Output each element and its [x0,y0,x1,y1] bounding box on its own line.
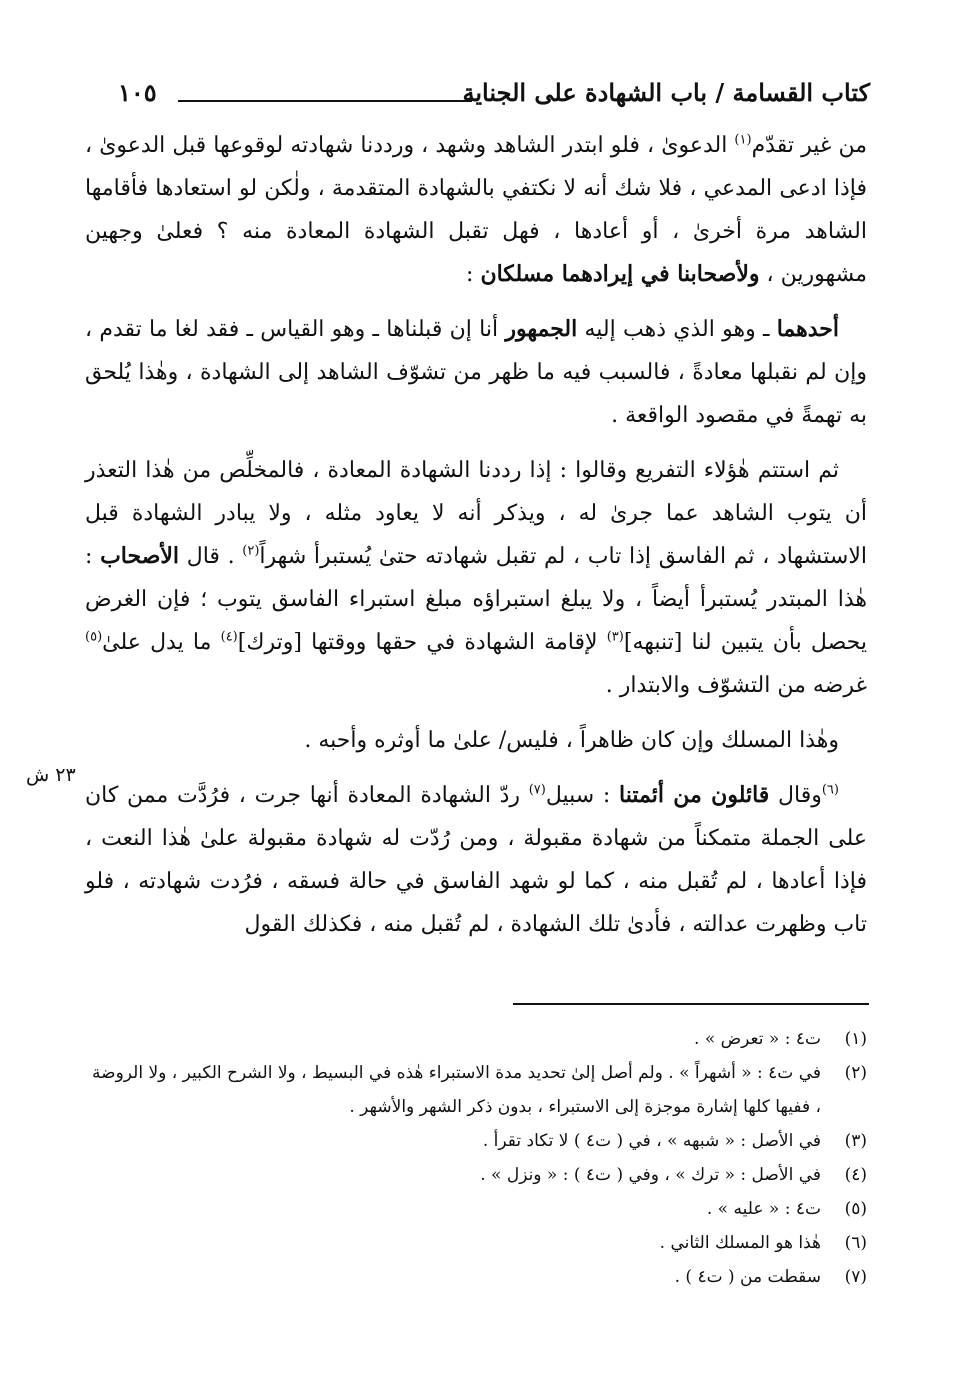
page-number: ١٠٥ [118,78,157,107]
footnote-number: (٣) [844,1131,867,1151]
header-rule [178,100,472,102]
footnote-text: في الأصل : « ترك » ، وفي ( ت٤ ) : « ونزل » . [480,1165,821,1185]
footnote-number: (٤) [844,1165,867,1185]
text-run: أنا إن قبلناها ـ وهو القياس ـ فقد لغا ما تقدم ، وإن لم نقبلها معادةً ، فالسبب فيه ما ظهر من تشوّف الشاهد إلى الشهادة ، وهٰذا يُلحق به تهمةً في مقصود الواقعة . [85,317,867,428]
footnote-number: (٧) [844,1267,867,1287]
footnote-text: في الأصل : « شبهه » ، في ( ت٤ ) لا تكاد تقرأ . [482,1131,821,1151]
footnotes [85,1022,867,1294]
text-run: ثم استتم هٰؤلاء التفريع وقالوا : إذا رددنا الشهادة المعادة ، فالمخلِّص من هٰذا التعذر أن يتوب الشاهد عما جرىٰ له ، ويذكر أنه لا يعاود مثله ، ولا يبادر الشهادة قبل الاستشهاد ، ثم الفاسق إذا تاب ، لم تقبل شهادته حتىٰ يُستبرأ شهراً [85,458,868,569]
text-run: قائلون من أئمتنا [619,782,770,808]
footnote-text: في ت٤ : « أشهراً » . ولم أصل إلىٰ تحديد مدة الاستبراء هٰذه في البسيط ، ولا الشرح الكبير ، ولا الروضة ، ففيها كلها إشارة موجزة إلى الاستبراء ، بدون ذكر الشهر والأشهر . [92,1063,821,1117]
footnote-ref: (٦) [821,782,839,798]
footnote [85,1056,867,1124]
paragraph [85,449,867,707]
text-run: ما يدل علىٰ [102,630,221,655]
text-run: وقال [769,783,822,808]
text-run: : سبيل [545,783,620,808]
text-run: من غير تقدّم [751,133,867,158]
text-run: الدعوىٰ ، فلو ابتدر الشاهد وشهد ، ورددنا شهادته لوقوعها قبل الدعوىٰ ، فإذا ادعى المدعي ، فلا شك أنه لا نكتفي بالشهادة المتقدمة ، ولٰكن لو استعادها فأقامها الشاهد مرة أخرىٰ ، أو أعادها ، فهل تقبل الشهادة المعادة منه ؟ فعلىٰ وجهين مشهورين ، [85,133,867,287]
footnote [85,1192,867,1226]
paragraph [85,774,867,946]
text-run: أحدهما [776,316,840,342]
margin-folio-note: ٢٣ ش [26,764,76,786]
footnote [85,1158,867,1192]
text-run: ـ وهو الذي ذهب إليه [577,317,777,342]
text-run: : هٰذا المبتدر يُستبرأ أيضاً ، ولا يبلغ استبراؤه مبلغ استبراء الفاسق يتوب ؛ فإن الغرض يحصل بأن يتبين لنا [تنبهه] [85,544,867,655]
text-run: ردّ الشهادة المعادة أنها جرت ، فرُدَّت ممن كان على الجملة متمكناً من شهادة مقبولة ، ومن رُدّت له شهادة مقبولة علىٰ هٰذا النعت ، فإذا أعادها ، لم تُقبل منه ، كما لو شهد الفاسق في حالة فسقه ، فرُدت شهادته ، فلو تاب وظهرت عدالته ، فأدىٰ تلك الشهادة ، لم تُقبل منه ، فكذلك القول [85,783,867,937]
footnote [85,1124,867,1158]
text-run: الجمهور [505,316,578,342]
footnote-ref: (٢) [242,543,260,559]
footnote-number: (٦) [844,1233,867,1253]
chapter-title: كتاب القسامة / باب الشهادة على الجناية [462,78,870,107]
paragraph [85,124,867,296]
main-text [85,124,867,958]
text-run: وهٰذا المسلك وإن كان ظاهراً ، فليس/ علىٰ ما أوثره وأحبه . [304,728,839,753]
text-run: الأصحاب [100,543,180,569]
footnote-ref: (٥) [85,629,103,645]
footnote-number: (٥) [844,1199,867,1219]
paragraph [85,719,867,762]
text-run: ولأصحابنا في إيرادهما مسلكان [480,261,760,287]
footnote [85,1260,867,1294]
text-run: غرضه من التشوّف والابتدار . [605,673,867,698]
footnote-text: سقطت من ( ت٤ ) . [674,1267,821,1287]
footnote-number: (١) [844,1029,867,1049]
footnote [85,1022,867,1056]
text-run: لإقامة الشهادة في حقها ووقتها [وترك] [237,630,607,655]
running-header [118,78,870,118]
text-run: : [466,262,481,287]
footnote-text: هٰذا هو المسلك الثاني . [659,1233,821,1253]
text-run: . قال [179,544,243,569]
footnote-text: ت٤ : « عليه » . [706,1199,821,1219]
footnote [85,1226,867,1260]
footnote-ref: (٤) [220,629,238,645]
footnote-text: ت٤ : « تعرض » . [694,1029,821,1049]
footnote-ref: (١) [734,132,752,148]
footnote-ref: (٧) [528,782,546,798]
footnote-ref: (٣) [606,629,624,645]
paragraph [85,308,867,437]
footnote-number: (٢) [844,1063,867,1083]
footnote-separator [513,1003,869,1005]
